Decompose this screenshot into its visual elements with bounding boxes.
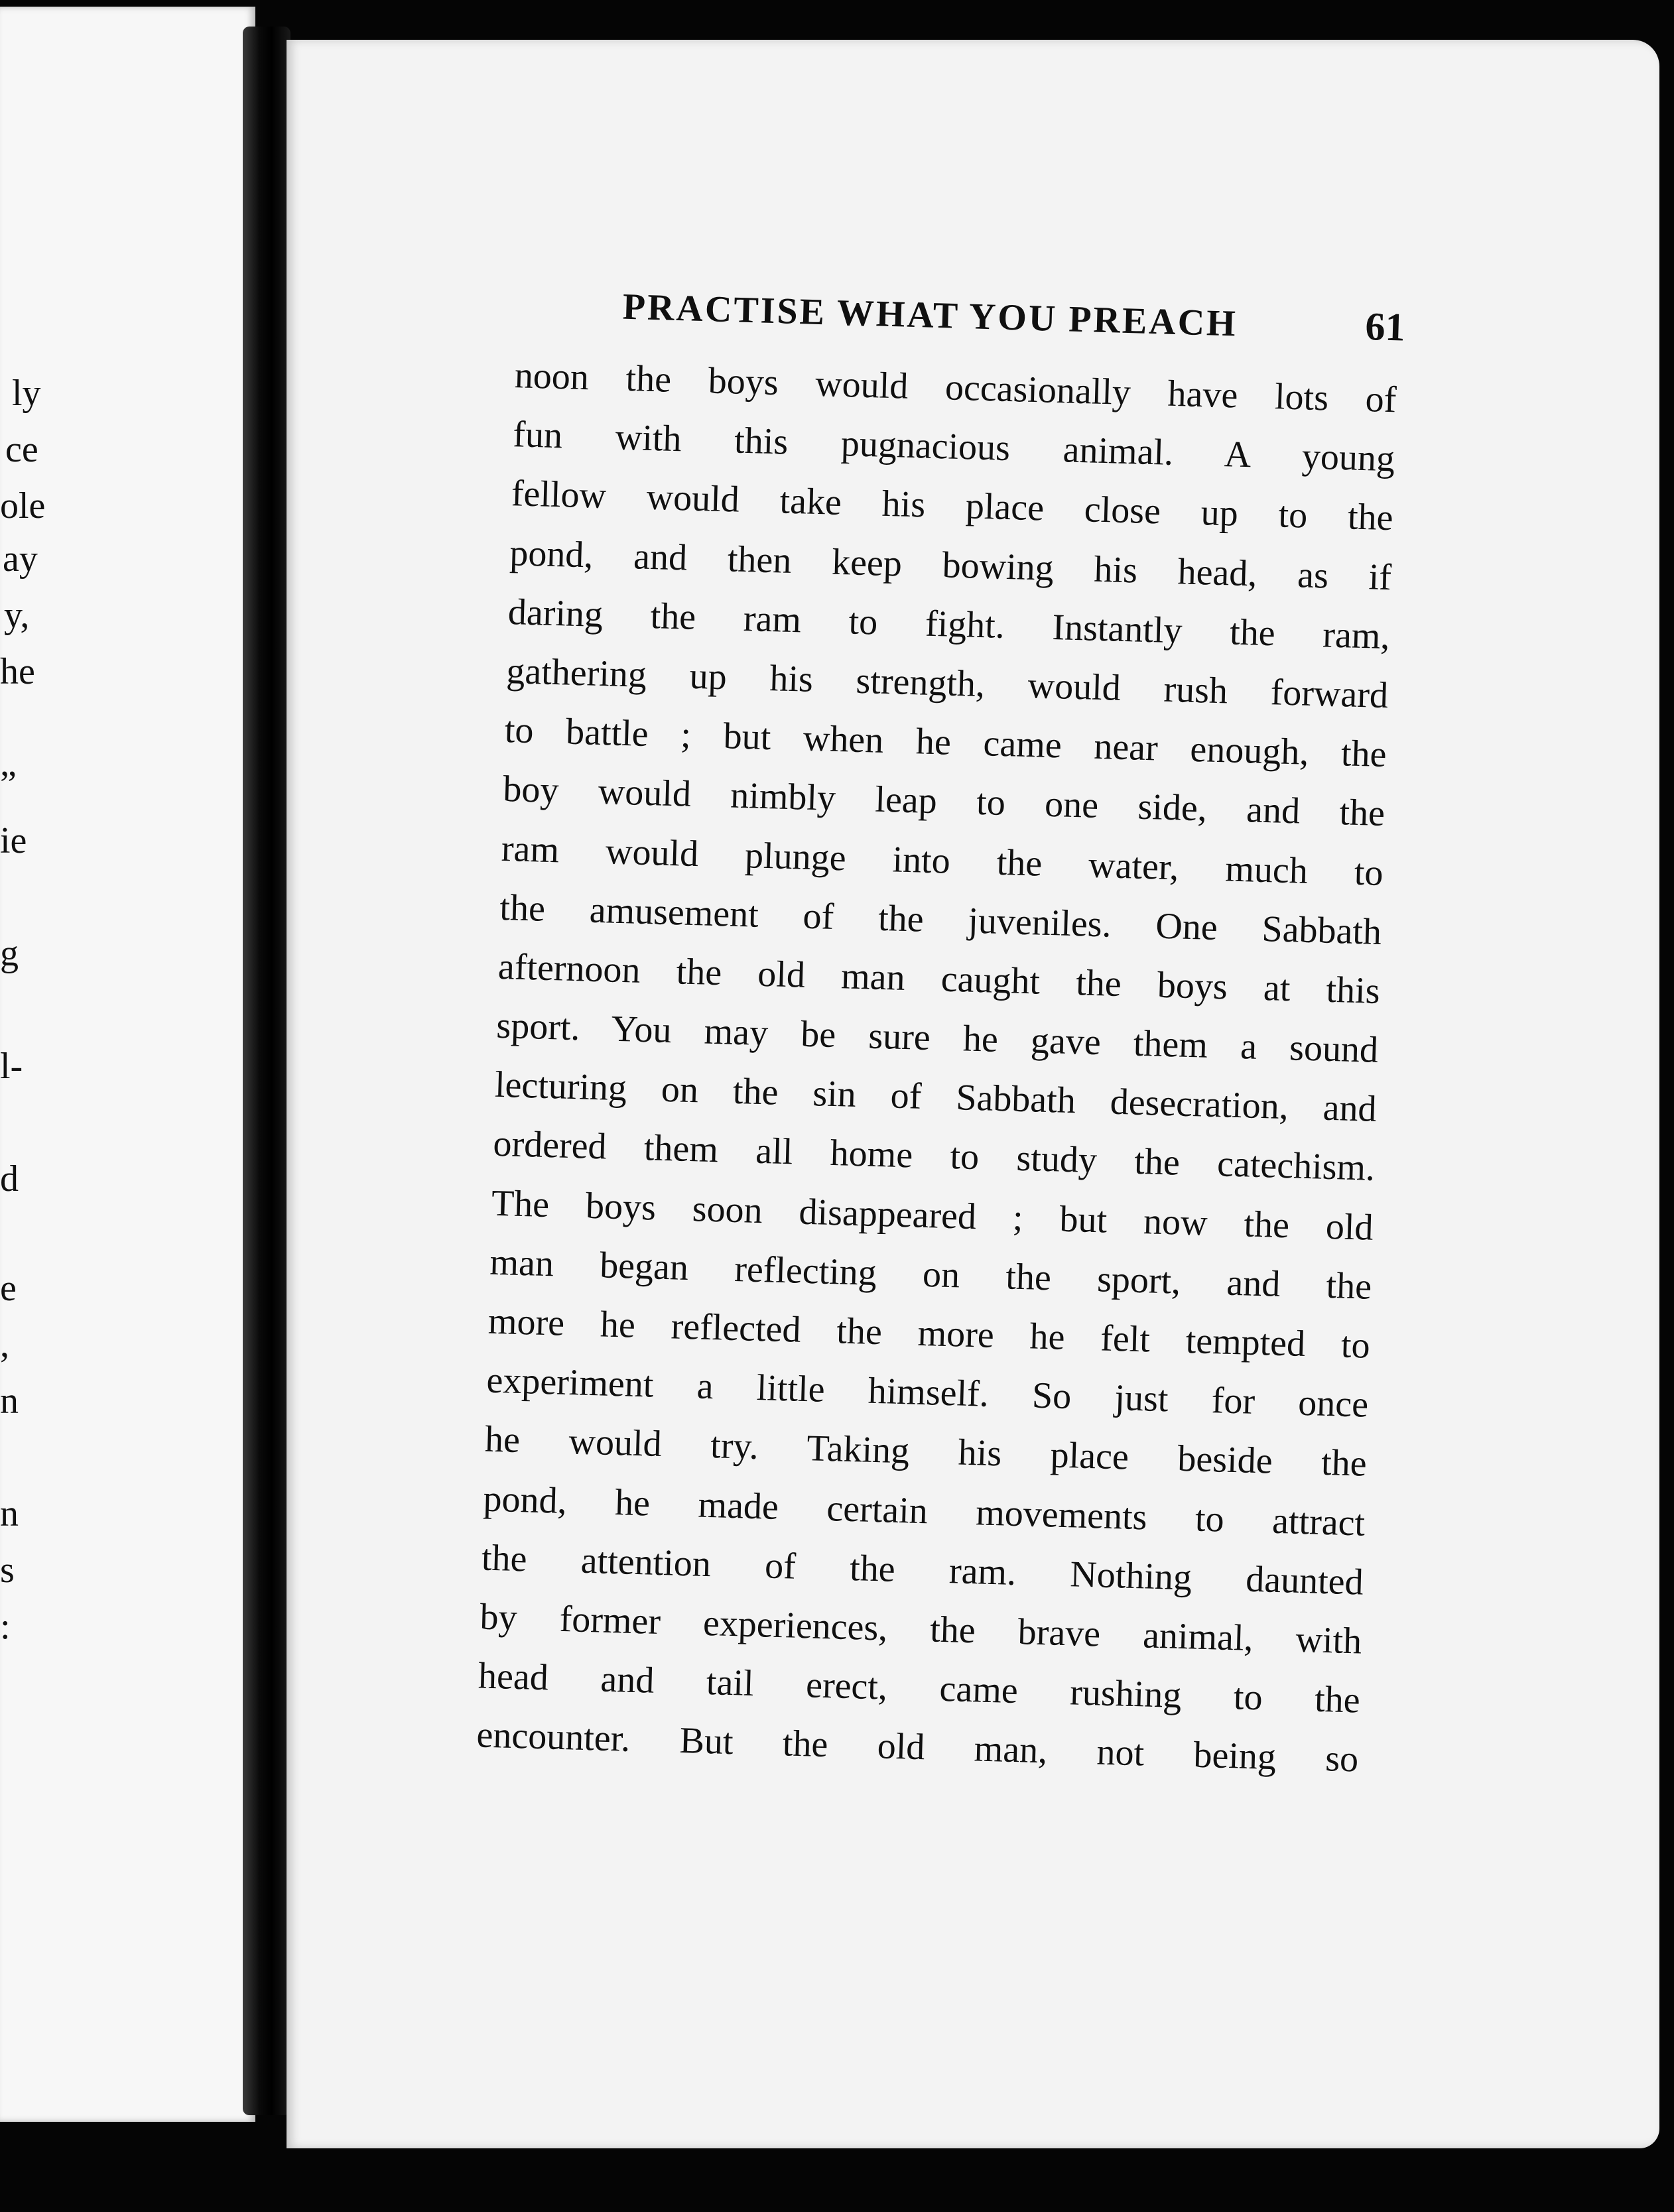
text-line: boy would nimbly leap to one side, and the <box>502 768 1385 835</box>
book-gutter <box>243 27 290 2115</box>
page-number: 61 <box>1364 304 1406 349</box>
text-line: lecturing on the sin of Sabbath desecration, and <box>494 1064 1378 1131</box>
left-fragment: g <box>0 933 19 974</box>
left-fragment: d <box>0 1158 19 1199</box>
running-head-title: PRACTISE WHAT YOU PREACH <box>622 286 1238 345</box>
left-fragment: s <box>0 1550 15 1591</box>
text-line: more he reflected the more he felt tempted to <box>487 1300 1371 1367</box>
left-fragment: ly <box>12 373 41 414</box>
text-line: pond, he made certain movements to attract <box>482 1478 1366 1544</box>
text-line: pond, and then keep bowing his head, as if <box>509 532 1392 598</box>
text-line: noon the boys would occasionally have lots of <box>514 355 1397 421</box>
page-text-block <box>422 278 1406 1790</box>
text-line: afternoon the old man caught the boys at this <box>497 946 1381 1012</box>
left-fragment: n <box>0 1493 19 1534</box>
left-fragment: ay <box>3 538 38 580</box>
left-fragment: , <box>0 1324 9 1365</box>
text-line: to battle ; but when he came near enough, the <box>504 709 1387 776</box>
text-line: man began reflecting on the sport, and the <box>489 1241 1372 1308</box>
left-fragment: he <box>0 651 35 692</box>
left-fragment: l- <box>0 1046 23 1087</box>
left-fragment: e <box>0 1268 17 1309</box>
text-line: the attention of the ram. Nothing daunted <box>481 1537 1364 1603</box>
text-line: daring the ram to fight. Instantly the ram, <box>507 591 1391 657</box>
text-line: sport. You may be sure he gave them a sound <box>495 1005 1379 1071</box>
text-line: by former experiences, the brave animal, with <box>479 1596 1362 1662</box>
body-text <box>476 346 1397 1790</box>
previous-page-edge <box>0 7 255 2122</box>
left-fragment: y, <box>4 595 30 636</box>
text-line: fellow would take his place close up to the <box>511 473 1394 539</box>
left-fragment: ie <box>0 820 27 861</box>
left-fragment: ” <box>0 764 17 805</box>
left-fragment: ole <box>0 485 46 526</box>
text-line: ram would plunge into the water, much to <box>501 828 1384 894</box>
text-line: encounter. But the old man, not being so <box>476 1714 1360 1780</box>
text-line: gathering up his strength, would rush forward <box>505 650 1389 717</box>
text-line: ordered them all home to study the catechism. <box>492 1123 1376 1190</box>
text-line: the amusement of the juveniles. One Sabbath <box>499 887 1382 953</box>
left-fragment: ce <box>5 429 38 470</box>
text-line: he would try. Taking his place beside the <box>484 1418 1368 1485</box>
text-line: experiment a little himself. So just for once <box>485 1359 1369 1426</box>
left-fragment: : <box>0 1606 11 1647</box>
text-line: head and tail erect, came rushing to the <box>478 1655 1361 1721</box>
text-line: The boys soon disappeared ; but now the old <box>491 1182 1374 1249</box>
text-line: fun with this pugnacious animal. A young <box>512 414 1395 480</box>
left-fragment: n <box>0 1381 19 1422</box>
